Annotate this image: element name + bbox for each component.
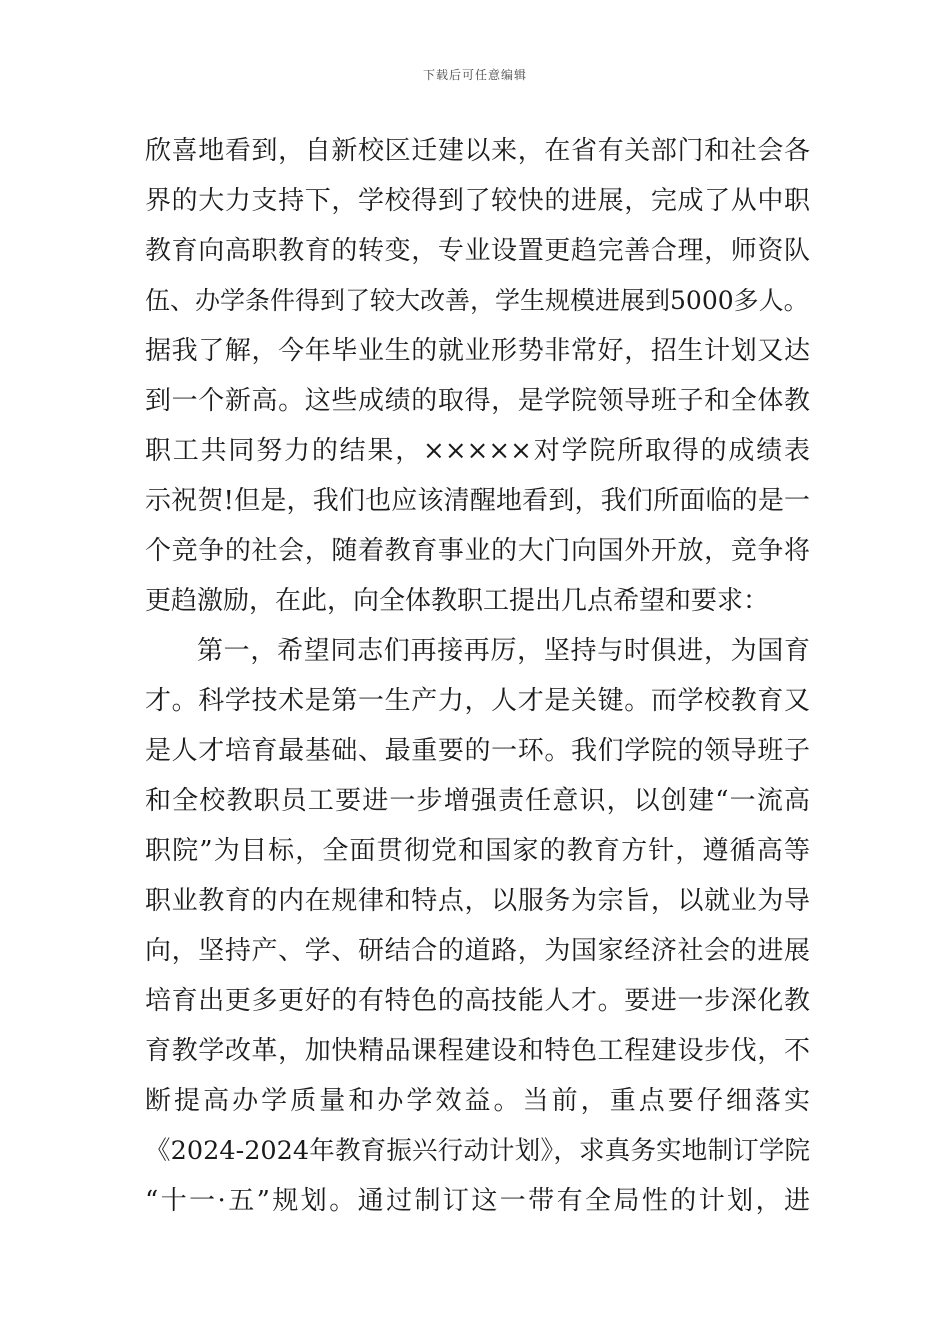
text-line: 是人才培育最基础、最重要的一环。我们学院的领导班子 <box>145 736 810 766</box>
text-line: 和全校教职员工要进一步增强责任意识，以创建“一流高 <box>145 786 810 816</box>
text-line: 界的大力支持下，学校得到了较快的进展，完成了从中职 <box>145 186 810 216</box>
text-line: 断提高办学质量和办学效益。当前，重点要仔细落实 <box>145 1086 810 1116</box>
text-line: 个竞争的社会，随着教育事业的大门向国外开放，竞争将 <box>145 536 810 566</box>
text-line: 职业教育的内在规律和特点，以服务为宗旨，以就业为导 <box>145 886 810 916</box>
text-line: “十一·五”规划。通过制订这一带有全局性的计划，进 <box>145 1186 810 1216</box>
text-line: 职工共同努力的结果，×××××对学院所取得的成绩表 <box>145 436 810 466</box>
text-line: 《2024-2024年教育振兴行动计划》，求真务实地制订学院 <box>145 1136 810 1166</box>
text-line: 据我了解，今年毕业生的就业形势非常好，招生计划又达 <box>145 336 810 366</box>
text-line: 职院”为目标，全面贯彻党和国家的教育方针，遵循高等 <box>145 836 810 866</box>
text-line: 欣喜地看到，自新校区迁建以来，在省有关部门和社会各 <box>145 136 810 166</box>
text-line: 示祝贺!但是，我们也应该清醒地看到，我们所面临的是一 <box>145 486 810 516</box>
text-line: 才。科学技术是第一生产力，人才是关键。而学校教育又 <box>145 686 810 716</box>
text-line: 培育出更多更好的有特色的高技能人才。要进一步深化教 <box>145 986 810 1016</box>
text-line: 伍、办学条件得到了较大改善，学生规模进展到5000多人。 <box>145 286 809 315</box>
text-line: 育教学改革，加快精品课程建设和特色工程建设步伐，不 <box>145 1036 810 1066</box>
paragraph-start-line: 第一，希望同志们再接再厉，坚持与时俱进，为国育 <box>197 636 810 666</box>
document-body <box>145 126 810 1226</box>
text-line: 更趋激励，在此，向全体教职工提出几点希望和要求： <box>145 586 770 616</box>
text-line: 向，坚持产、学、研结合的道路，为国家经济社会的进展 <box>145 936 810 966</box>
text-line: 教育向高职教育的转变，专业设置更趋完善合理，师资队 <box>145 236 810 266</box>
text-line: 到一个新高。这些成绩的取得，是学院领导班子和全体教 <box>145 386 810 416</box>
page-header: 下载后可任意编辑 <box>422 68 527 82</box>
